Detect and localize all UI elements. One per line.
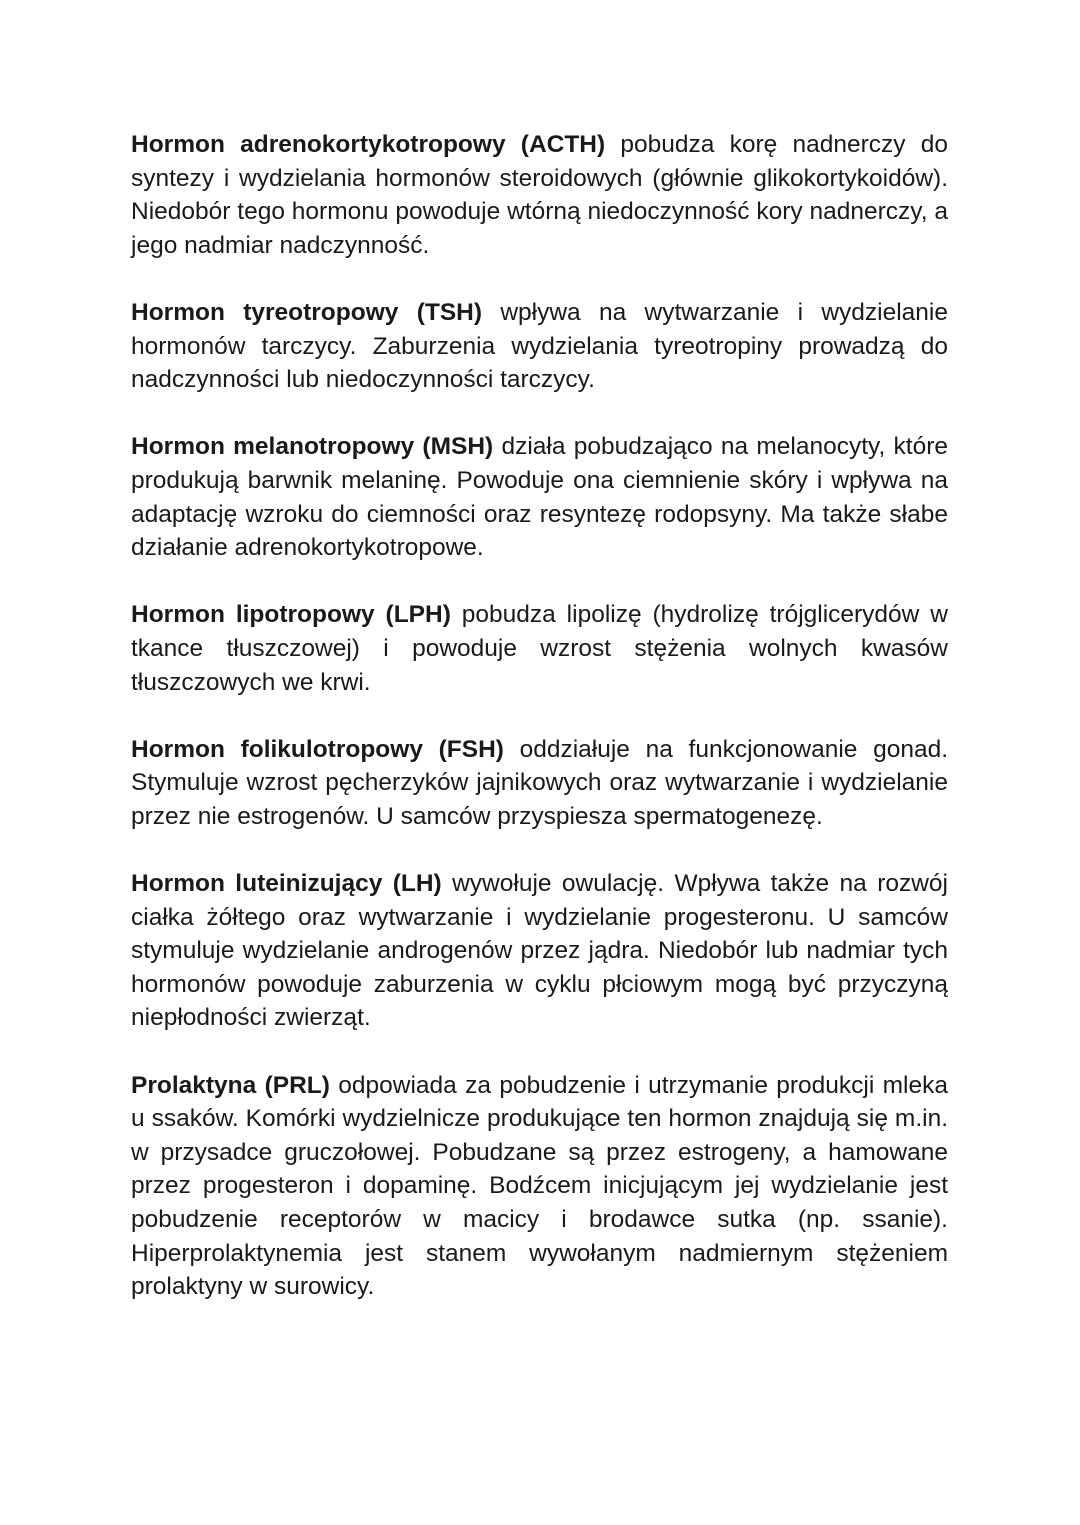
term-fsh: Hormon folikulotropowy (FSH) — [131, 735, 504, 763]
text-fsh: oddziałuje na funkcjonowanie gonad. Stymuluje wzrost pęcherzyków jajnikowych oraz wytwarzanie i wydzielanie przez nie estrogenów. U samców przyspiesza spermatogenezę. — [131, 735, 949, 830]
term-lh: Hormon luteinizujący (LH) — [131, 870, 442, 898]
term-msh: Hormon melanotropowy (MSH) — [131, 433, 494, 461]
paragraph-msh — [131, 430, 948, 564]
paragraph-fsh — [131, 733, 948, 834]
term-acth: Hormon adrenokortykotropowy (ACTH) — [131, 131, 606, 158]
paragraph-acth — [131, 128, 948, 262]
text-prl: odpowiada za pobudzenie i utrzymanie produkcji mleka u ssaków. Komórki wydzielnicze produkujące ten hormon znajdują się m.in. w przysadce gruczołowej. Pobudzane są przez estrogeny, a hamowane przez progesteron i dopaminę. Bodźcem inicjującym jej wydzielanie jest pobudzenie receptorów w macicy i brodawce sutka (np. ssanie). Hiperprolaktynemia jest stanem wywołanym nadmiernym stężeniem prolaktyny w surowicy. — [131, 1071, 949, 1301]
text-lh: wywołuje owulację. Wpływa także na rozwój ciałka żółtego oraz wytwarzanie i wydzielanie progesteronu. U samców stymuluje wydzielanie androgenów przez jądra. Niedobór lub nadmiar tych hormonów powoduje zaburzenia w cyklu płciowym mogą być przyczyną niepłodności zwierząt. — [131, 870, 948, 1032]
text-acth: pobudza korę nadnerczy do syntezy i wydzielania hormonów steroidowych (głównie glikokortykoidów). Niedobór tego hormonu powoduje wtórną niedoczynność kory nadnerczy, a jego nadmiar nadczynność. — [131, 131, 948, 259]
term-tsh: Hormon tyreotropowy (TSH) — [131, 298, 483, 326]
paragraph-lph — [131, 598, 948, 699]
paragraph-prl — [131, 1069, 948, 1304]
text-tsh: wpływa na wytwarzanie i wydzielanie hormonów tarczycy. Zaburzenia wydzielania tyreotropiny prowadzą do nadczynności lub niedoczynności tarczycy. — [131, 298, 948, 394]
document-page — [131, 128, 948, 1337]
term-lph: Hormon lipotropowy (LPH) — [131, 601, 451, 629]
text-lph: pobudza lipolizę (hydrolizę trójglicerydów w tkance tłuszczowej) i powoduje wzrost stężenia wolnych kwasów tłuszczowych we krwi. — [131, 601, 948, 696]
term-prl: Prolaktyna (PRL) — [131, 1071, 330, 1099]
paragraph-lh — [131, 867, 948, 1035]
paragraph-tsh — [131, 296, 948, 397]
text-msh: działa pobudzająco na melanocyty, które produkują barwnik melaninę. Powoduje ona ciemnienie skóry i wpływa na adaptację wzroku do ciemności oraz resyntezę rodopsyny. Ma także słabe działanie adrenokortykotropowe. — [131, 433, 948, 562]
